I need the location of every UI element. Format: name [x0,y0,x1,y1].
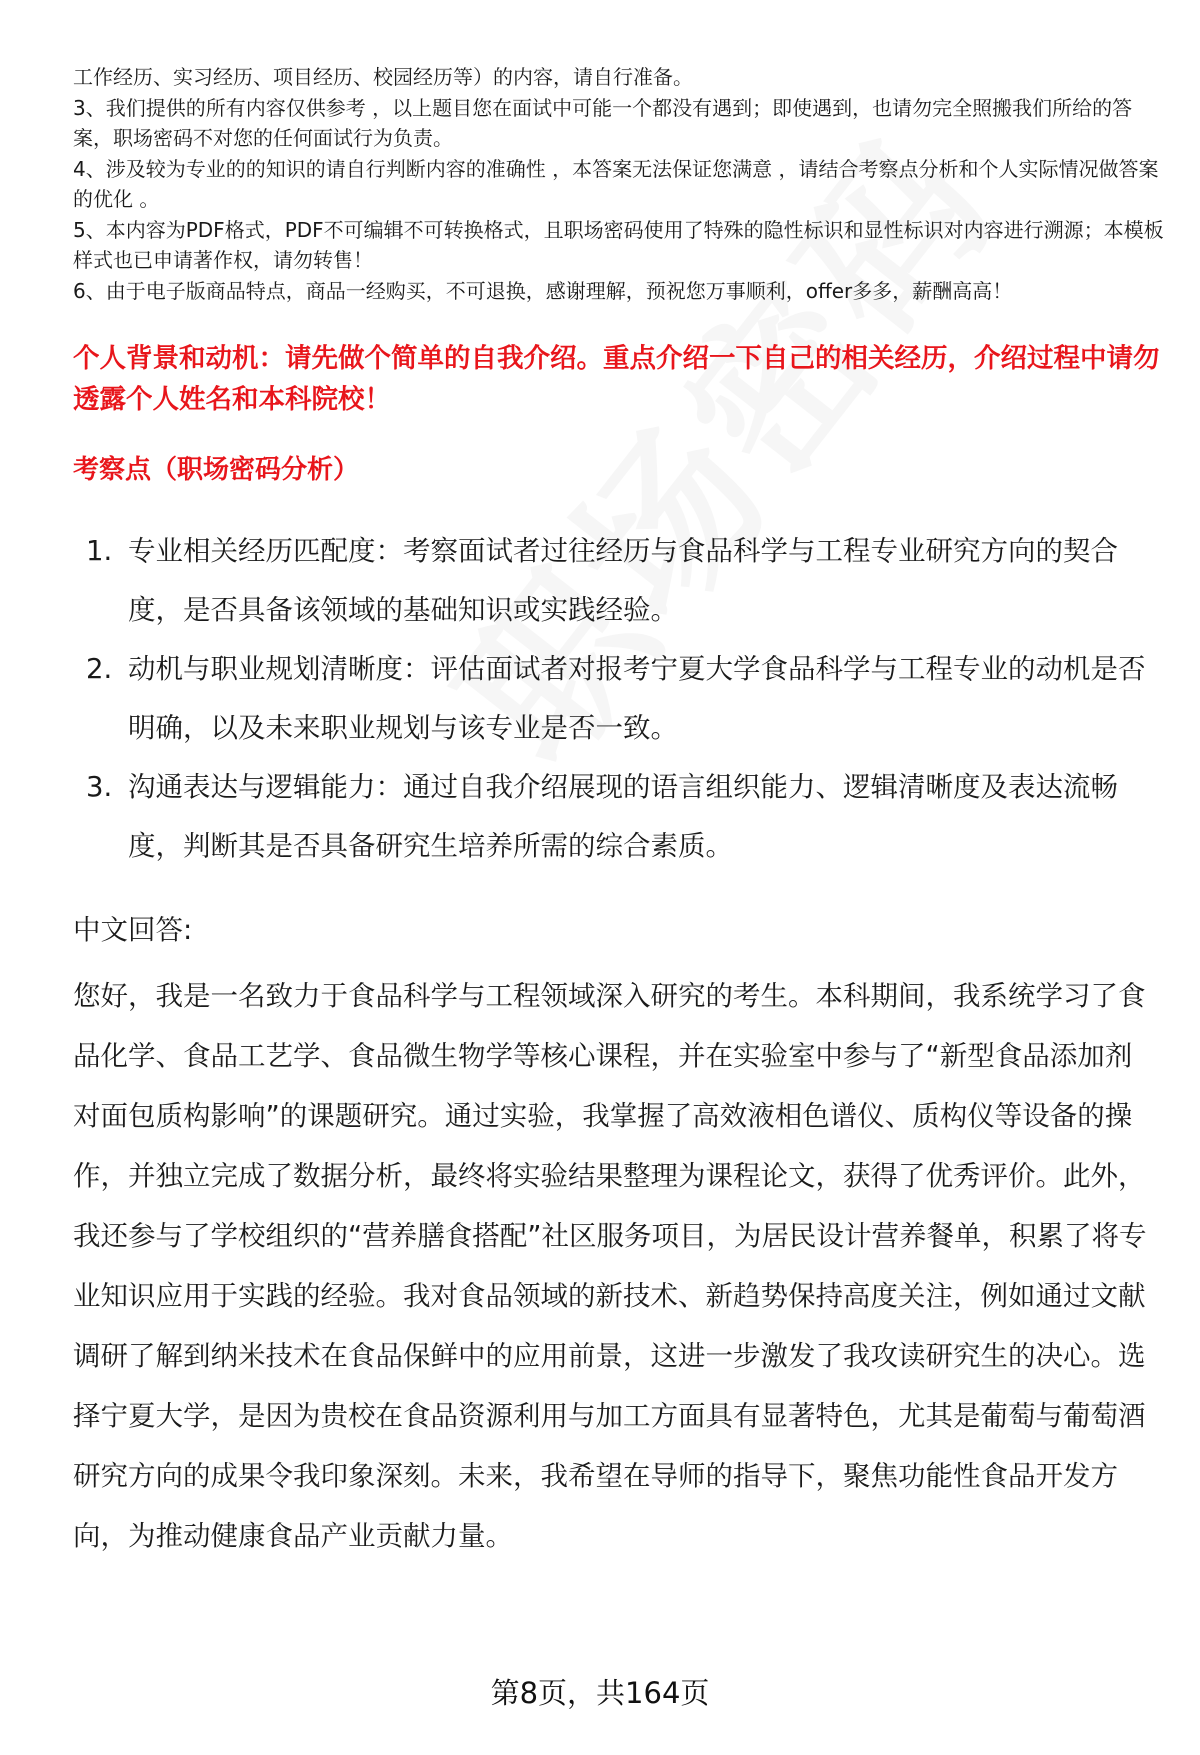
note-line: 3、我们提供的所有内容仅供参考 ，以上题目您在面试中可能一个都没有遇到；即使遇到，也请勿完全照搬我们所给的答案，职场密码不对您的任何面试行为负责。 [73,95,1133,150]
point-text: 专业相关经历匹配度：考察面试者过往经历与食品科学与工程专业研究方向的契合度，是否具备该领域的基础知识或实践经验。 [128,535,1118,626]
point-number: 2. [86,653,113,685]
note-line: 4、涉及较为专业的的知识的请自行判断内容的准确性 ，本答案无法保证您满意 ，请结合考察点分析和个人实际情况做答案的优化 。 [73,156,1159,211]
disclaimer-notes [73,62,1168,306]
answer-label: 中文回答: [73,914,193,946]
page-footer: 第8页，共164页 [490,1676,710,1710]
analysis-title: 考察点（职场密码分析） [73,455,360,485]
analysis-point [86,758,1166,876]
analysis-point [86,640,1166,758]
question-text: 个人背景和动机：请先做个简单的自我介绍。重点介绍一下自己的相关经历，介绍过程中请勿透露个人姓名和本科院校！ [73,343,1160,415]
note-line: 6、由于电子版商品特点，商品一经购买，不可退换，感谢理解，预祝您万事顺利，offer多多，薪酬高高！ [73,278,1013,303]
answer-text: 您好，我是一名致力于食品科学与工程领域深入研究的考生。本科期间，我系统学习了食品化学、食品工艺学、食品微生物学等核心课程，并在实验室中参与了“新型食品添加剂对面包质构影响”的课题研究。通过实验，我掌握了高效液相色谱仪、质构仪等设备的操作，并独立完成了数据分析，最终将实验结果整理为课程论文，获得了优秀评价。此外，我还参与了学校组织的“营养膳食搭配”社区服务项目，为居民设计营养餐单，积累了将专业知识应用于实践的经验。我对食品领域的新技术、新趋势保持高度关注，例如通过文献调研了解到纳米技术在食品保鲜中的应用前景，这进一步激发了我攻读研究生的决心。选择宁夏大学，是因为贵校在食品资源利用与加工方面具有显著特色，尤其是葡萄与葡萄酒研究方向的成果令我印象深刻。未来，我希望在导师的指导下，聚焦功能性食品开发方向，为推动健康食品产业贡献力量。 [73,980,1147,1552]
point-text: 沟通表达与逻辑能力：通过自我介绍展现的语言组织能力、逻辑清晰度及表达流畅度，判断其是否具备研究生培养所需的综合素质。 [128,771,1118,862]
question-heading [73,338,1163,420]
point-number: 3. [86,771,113,803]
analysis-points-list [86,522,1166,876]
point-text: 动机与职业规划清晰度：评估面试者对报考宁夏大学食品科学与工程专业的动机是否明确，以及未来职业规划与该专业是否一致。 [128,653,1146,744]
note-line: 5、本内容为PDF格式，PDF不可编辑不可转换格式，且职场密码使用了特殊的隐性标识和显性标识对内容进行溯源；本模板样式也已申请著作权，请勿转售！ [73,217,1164,272]
note-line: 工作经历、实习经历、项目经历、校园经历等）的内容，请自行准备。 [73,65,693,89]
analysis-point [86,522,1166,640]
point-number: 1. [86,535,113,567]
